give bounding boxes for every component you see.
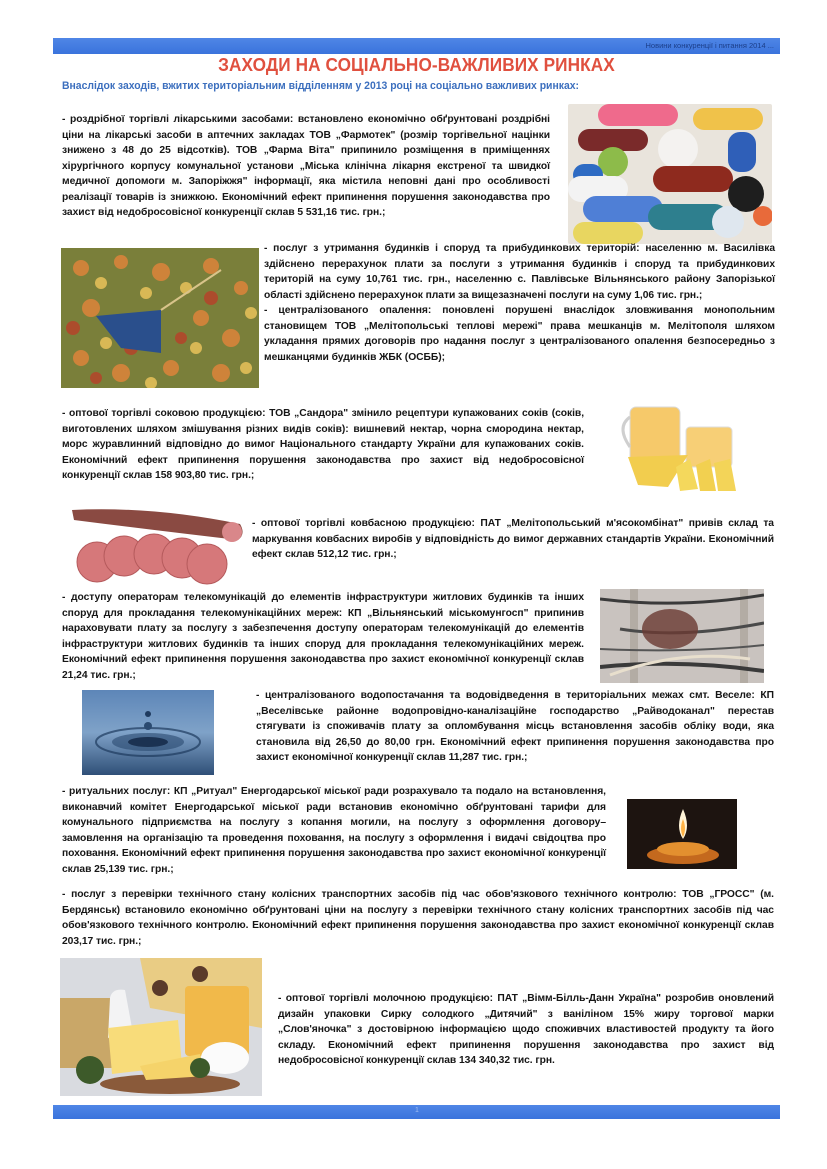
juice-pineapple-image (598, 397, 744, 493)
sausage-image (62, 500, 246, 586)
running-title: Новини конкуренції і питання 2014 ... (645, 41, 774, 50)
section-text: - роздрібної торгівлі лікарськими засобами: встановлено економічно обґрунтовані роздрібні ціни на лікарські засоби в аптечних закладах ТОВ „Фармотек" (розмір торгівельної націнки знижено з 48 до 25 відсотків). ТОВ „Фарма Віта" припинило розміщення в приміщеннях хірургічного корпусу комунальної установи „Міська клінічна лікарня екстреної та швидкої медичної допомоги м. Запоріжжя" інформації, яка містила неповні дані про особливості реалізації товарів із знижкою. Економічний ефект припинення порушення законодавства про захист від недобросовісної конкуренції склав 5 531,16 тис. грн.; (62, 114, 550, 218)
section-text: - доступу операторам телекомунікацій до елементів інфраструктури житлових будинків та інших споруд для прокладання телекомунікаційних мереж: КП „Вільнянський міськомунгосп" припинив нараховувати плату за послугу з забезпечення доступу операторам телекомунікацій до елементів інфраструктури житлових будинків та інших споруд для прокладання телекомунікаційних мереж. Економічний ефект припинення порушення законодавства про захист економічної конкуренції склав 21,24 тис. грн.; (62, 592, 584, 681)
section-vehicle-inspection (62, 887, 774, 949)
page-mark: 1 (415, 1107, 419, 1114)
page-title: ЗАХОДИ НА СОЦІАЛЬНО-ВАЖЛИВИХ РИНКАХ (218, 54, 615, 75)
section-text: - послуг з утримання будинків і споруд та прибудинкових територій: населенню м. Василівка здійснено перерахунок плати за послуги з утримання будинків і споруд та прибудинкових територій на суму 10,761 тис. грн., населенню с. Павлівське Вільнянського району Запорізької області здійснено перерахунок плати за вищезазначені послуги на суму 1,06 тис. грн.; (264, 243, 775, 301)
section-sausage (252, 516, 774, 563)
section-ritual (62, 784, 606, 877)
pills-image (568, 104, 772, 244)
section-text: - централізованого водопостачання та водовідведення в територіальних межах смт. Веселе: КП „Веселівське районне водопровідно-каналізаційне господарство „Райводоканал" перестав стягувати із споживачів плату за опломбування місць встановлення засобів обліку води, яка становила від 26,50 до 80,00 грн. Економічний ефект припинення порушення законодавства про захист економічної конкуренції склав 11,287 тис. грн.; (256, 690, 774, 763)
section-juice (62, 406, 584, 484)
section-text: - ритуальних послуг: КП „Ритуал" Енергодарської міської ради розрахувало та подало на встановлення, виконавчий комітет Енергодарської міської ради встановив економічно обґрунтовані тарифи для комунального підприємства на послугу з копання могили, на послугу з оформлення договору–замовлення на організацію та проведення поховання, на послугу з оформлення і видачі свідоцтва про поховання. Економічний ефект припинення порушення законодавства про захист економічної конкуренції склав 25,139 тис. грн.; (62, 786, 606, 875)
page-subtitle: Внаслідок заходів, вжитих територіальним відділенням у 2013 році на соціально важливих ринках: (62, 80, 579, 92)
header-bar (53, 38, 780, 54)
footer-bar (53, 1105, 780, 1119)
section-text: - оптової торгівлі ковбасною продукцією: ПАТ „Мелітопольський м'ясокомбінат" привів склад та маркування ковбасних виробів у відповідність до вимог державних стандартів України. Економічний ефект склав 512,12 тис. грн.; (252, 518, 774, 560)
section-medicines (62, 112, 550, 221)
section-text: - оптової торгівлі соковою продукцією: ТОВ „Сандора" змінило рецептури купажованих соків (соків, виготовлених шляхом змішування різних видів соків): вишневий нектар, чорна смородина нектар, морс журавлинний відповідно до вимог Національного стандарту України для купажованих соків. Економічний ефект припинення порушення законодавства про захист від недобросовісної конкуренції склав 158 903,80 тис. грн.; (62, 408, 584, 481)
section-water (256, 688, 774, 766)
cheese-dairy-image (60, 958, 262, 1096)
telecom-cables-image (600, 589, 764, 683)
section-housing (264, 241, 775, 365)
section-text: - оптової торгівлі молочною продукцією: ПАТ „Вімм-Білль-Данн Україна" розробив оновлений дизайн упаковки Сирку солодкого „Дитячий" з ваніліном 15% жиру торгової марки „Слов'яночка" з достовірною інформацією щодо споживчих властивостей продукту та його складу. Економічний ефект припинення порушення законодавства про захист від недобросовісної конкуренції склав 134 340,32 тис. грн. (278, 993, 774, 1066)
section-telecom (62, 590, 584, 683)
section-heating-text: - централізованого опалення: поновлені порушені внаслідок зловживання монопольним становищем ТОВ „Мелітопольські теплові мережі" права мешканців м. Мелітополя шляхом укладання прямих договорів про надання послуг з централізованого опалення безпосередньо з мешканцями будинків ЖБК (ОСББ); (264, 305, 775, 363)
section-text: - послуг з перевірки технічного стану колісних транспортних засобів під час обов'язкового технічного контролю: ТОВ „ГРОСС" (м. Бердянськ) встановило економічно обґрунтовані ціни на послугу з перевірки технічного стану колісних транспортних засобів під час обов'язкового технічного контролю. Економічний ефект припинення порушення законодавства про захист економічної конкуренції склав 203,17 тис. грн.; (62, 889, 774, 947)
candle-image (627, 799, 737, 869)
section-dairy (278, 991, 774, 1069)
water-drop-image (82, 690, 214, 775)
autumn-leaves-rake-image (61, 248, 259, 388)
